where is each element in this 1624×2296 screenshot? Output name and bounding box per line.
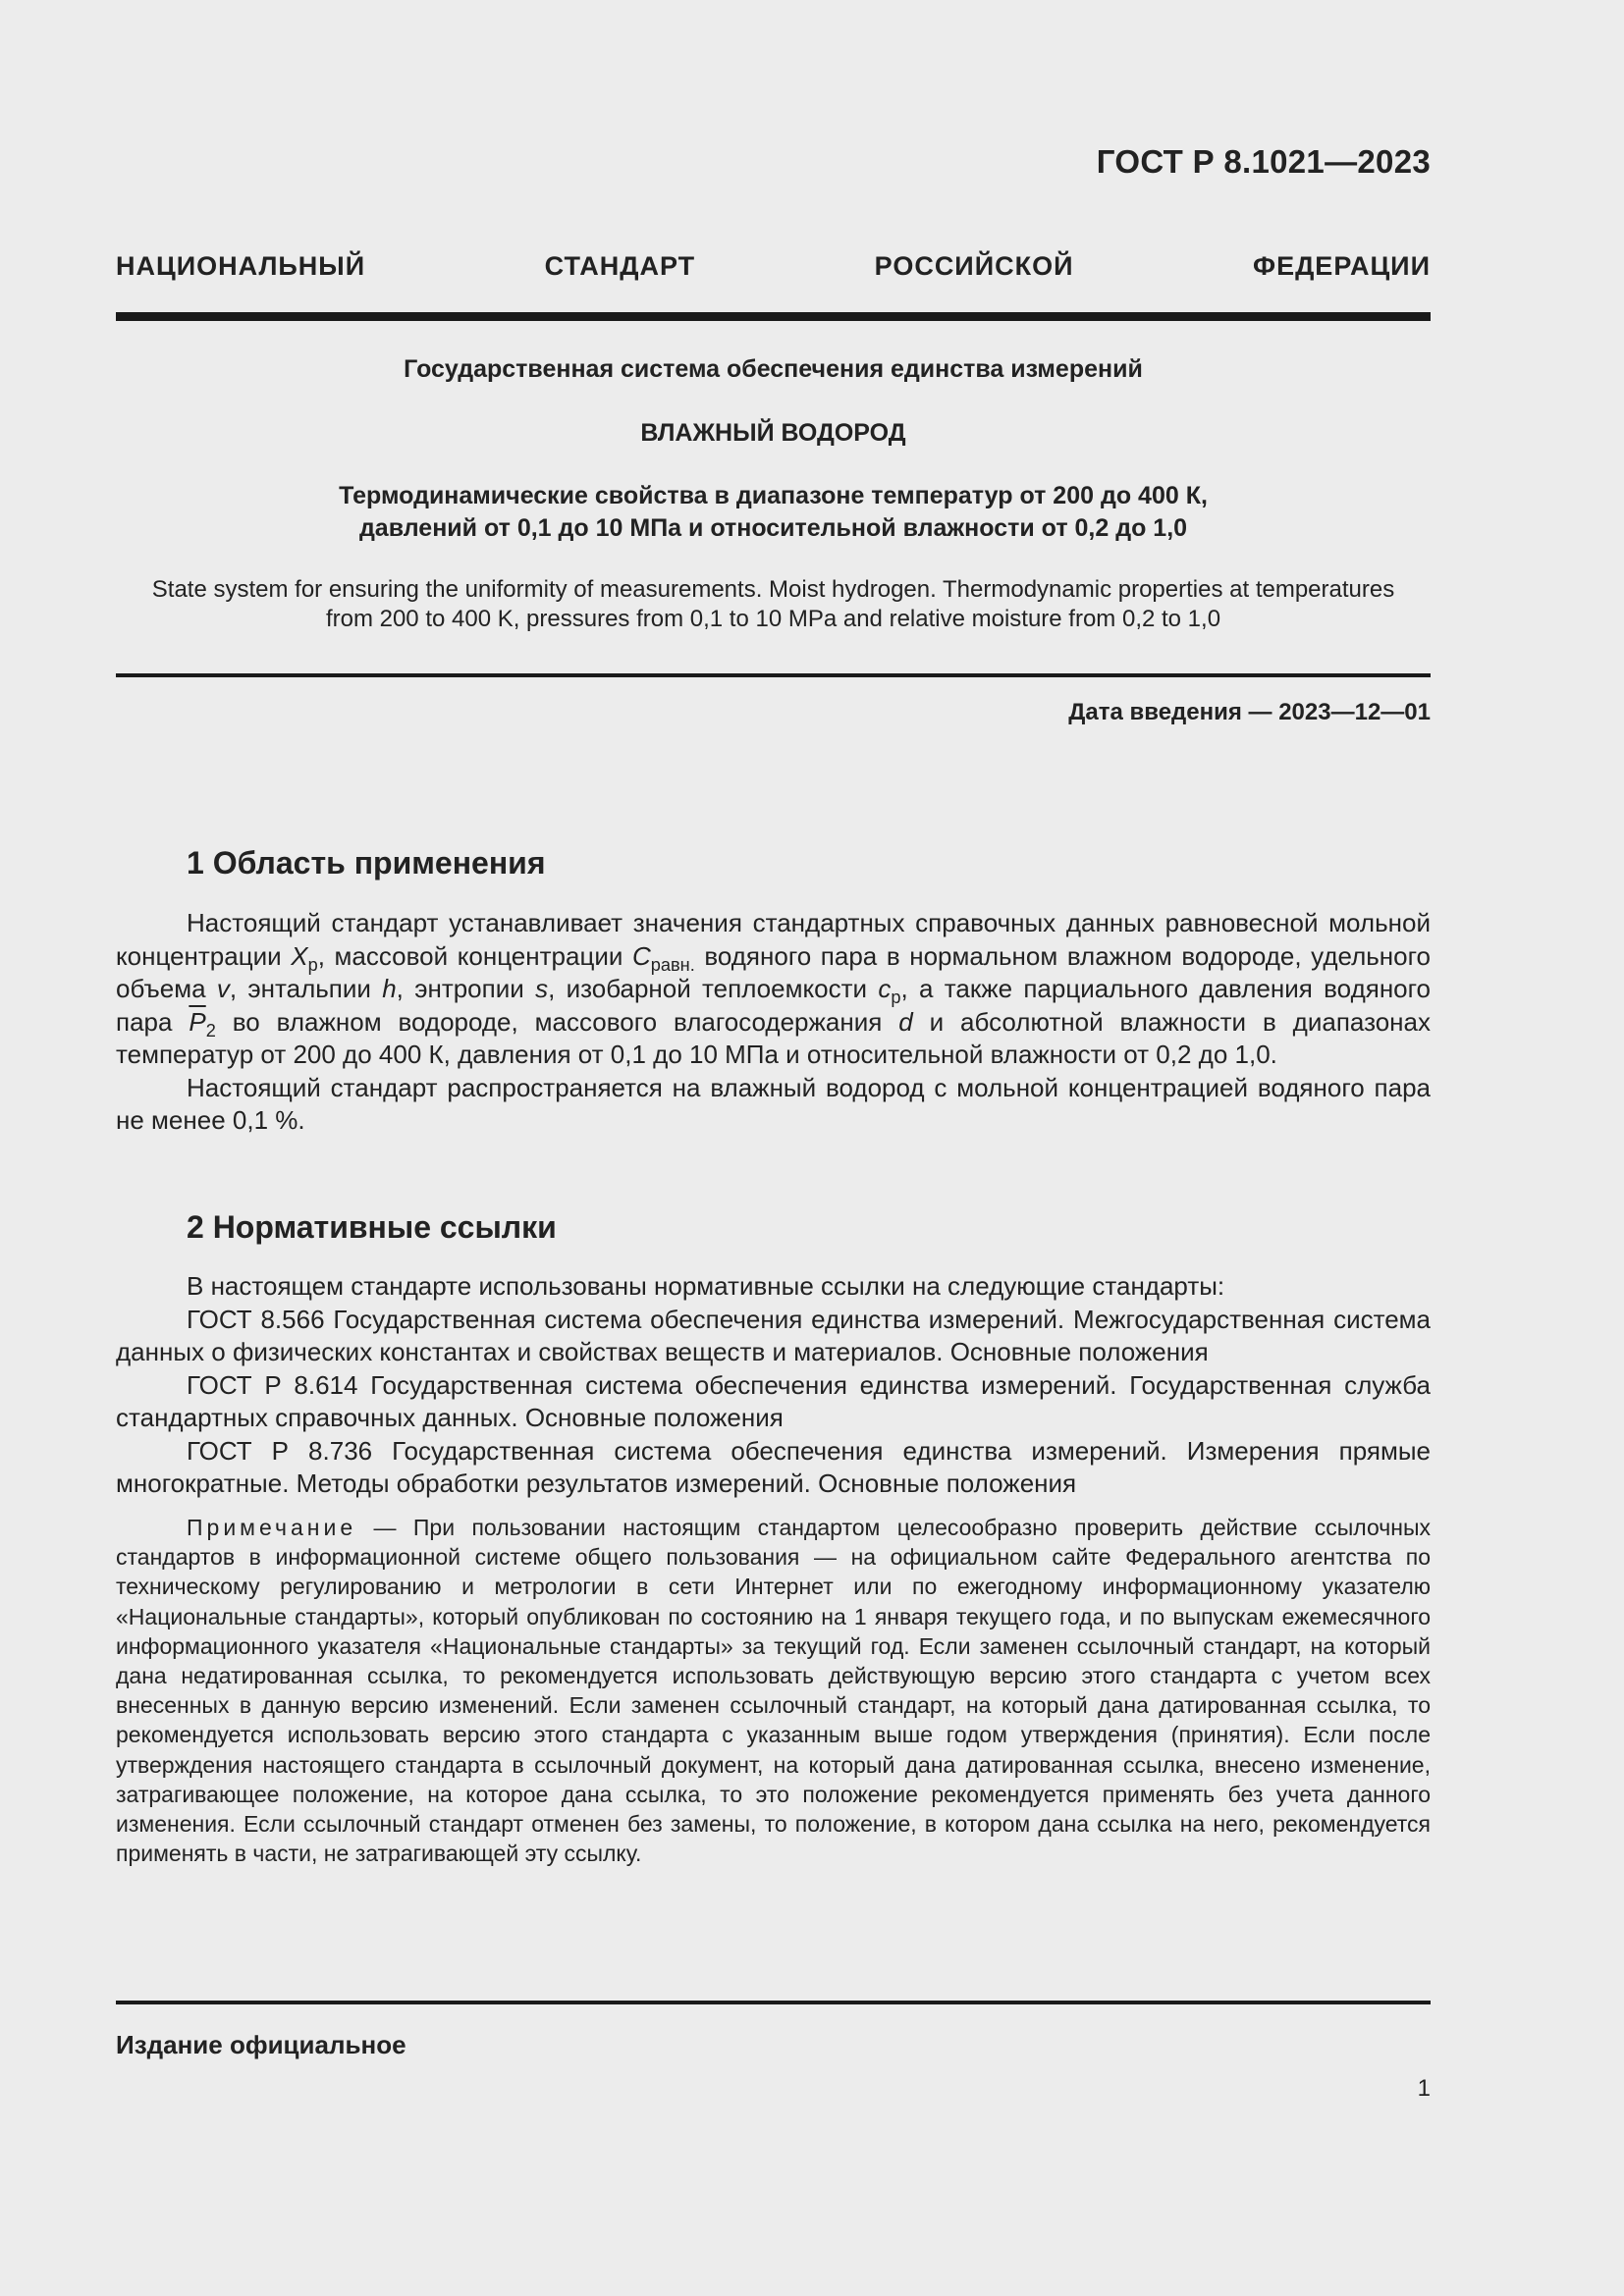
main-title: ВЛАЖНЫЙ ВОДОРОД bbox=[640, 419, 906, 447]
scope-paragraph-1: Настоящий стандарт устанавливает значения стандартных справочных данных равновесной мольной концентрации $X_р$, массовой концентрации $C_{равн.}$ водяного пара в нормальном влажном водороде, удельного объема v, энтальпии h, энтропии s, изобарной теплоемкости $c_p$, а также парциального давления водяного пара $\overline{P}_2$ во влажном водороде, массового влагосодержания d и абсолютной влажности в диапазонах температур от 200 до 400 К, давления от 0,1 до 10 МПа и относительной влажности от 0,2 до 1,0. bbox=[116, 908, 1432, 1069]
standard-number: ГОСТ Р 8.1021—2023 bbox=[1096, 143, 1431, 180]
section-1-heading: 1 Область применения bbox=[187, 845, 546, 881]
system-title: Государственная система обеспечения единства измерений bbox=[404, 355, 1143, 383]
note-text: — При пользовании настоящим стандартом целесообразно проверить действие ссылочных стандартов в информационной системе общего пользования — на официальном сайте Федерального агентства по техническому регулированию и метрологии в сети Интернет или по ежегодному информационному указателю «Национальные стандарты», который опубликован по состоянию на 1 января текущего года, и по выпускам ежемесячного информационного указателя «Национальные стандарты» за текущий год. Если заменен ссылочный стандарт, на который дана недатированная ссылка, то рекомендуется использовать действующую версию этого стандарта с учетом всех внесенных в данную версию изменений. Если заменен ссылочный стандарт, на который дана датированная ссылка, то рекомендуется использовать версию этого стандарта с указанным выше годом утверждения (принятия). Если после утверждения настоящего стандарта в ссылочный документ, на который дана датированная ссылка, внесено изменение, затрагивающее положение, на которое дана ссылка, то это положение рекомендуется применять без учета данного изменения. Если ссылочный стандарт отменен без замены, то положение, в котором дана ссылка на него, рекомендуется применять в части, не затрагивающей эту ссылку. bbox=[116, 1515, 1431, 1867]
english-title bbox=[116, 575, 1431, 634]
footer-divider bbox=[116, 2001, 1431, 2004]
subtitle-line-2: давлений от 0,1 до 10 МПа и относительной влажности от 0,2 до 1,0 bbox=[358, 514, 1188, 542]
reference-gost-r-8-736: ГОСТ Р 8.736 Государственная система обеспечения единства измерений. Измерения прямые многократные. Методы обработки результатов измерений. Основные положения bbox=[116, 1435, 1431, 1498]
section-2-heading: 2 Нормативные ссылки bbox=[187, 1209, 557, 1245]
section-2-body bbox=[116, 1270, 1431, 1501]
note-label: Примечание bbox=[187, 1515, 357, 1540]
header-divider bbox=[116, 312, 1431, 321]
national-standard-banner: НАЦИОНАЛЬНЫЙ СТАНДАРТ РОССИЙСКОЙ ФЕДЕРАЦИИ bbox=[116, 251, 1431, 281]
english-title-line-1: State system for ensuring the uniformity of measurements. Moist hydrogen. Thermodynamic properties at temperatures bbox=[151, 576, 1395, 603]
references-intro: В настоящем стандарте использованы нормативные ссылки на следующие стандарты: bbox=[187, 1271, 1225, 1301]
section-1-body bbox=[116, 907, 1431, 1138]
subtitle-line-1: Термодинамические свойства в диапазоне температур от 200 до 400 К, bbox=[339, 482, 1208, 509]
subtitle bbox=[116, 480, 1431, 545]
document-page bbox=[116, 0, 1431, 2296]
page-number: 1 bbox=[1417, 2075, 1431, 2102]
english-title-line-2: from 200 to 400 K, pressures from 0,1 to 10 MPa and relative moisture from 0,2 to 1,0 bbox=[325, 606, 1221, 632]
scope-paragraph-2: Настоящий стандарт распространяется на влажный водород с мольной концентрацией водяного пара не менее 0,1 %. bbox=[116, 1072, 1431, 1135]
title-divider bbox=[116, 673, 1431, 677]
official-edition-label: Издание официальное bbox=[116, 2030, 406, 2059]
note-paragraph bbox=[116, 1513, 1431, 1868]
introduction-date: Дата введения — 2023—12—01 bbox=[1068, 699, 1431, 725]
reference-gost-r-8-614: ГОСТ Р 8.614 Государственная система обеспечения единства измерений. Государственная служба стандартных справочных данных. Основные положения bbox=[116, 1369, 1431, 1432]
reference-gost-8-566: ГОСТ 8.566 Государственная система обеспечения единства измерений. Межгосударственная система данных о физических константах и свойствах веществ и материалов. Основные положения bbox=[116, 1304, 1431, 1366]
